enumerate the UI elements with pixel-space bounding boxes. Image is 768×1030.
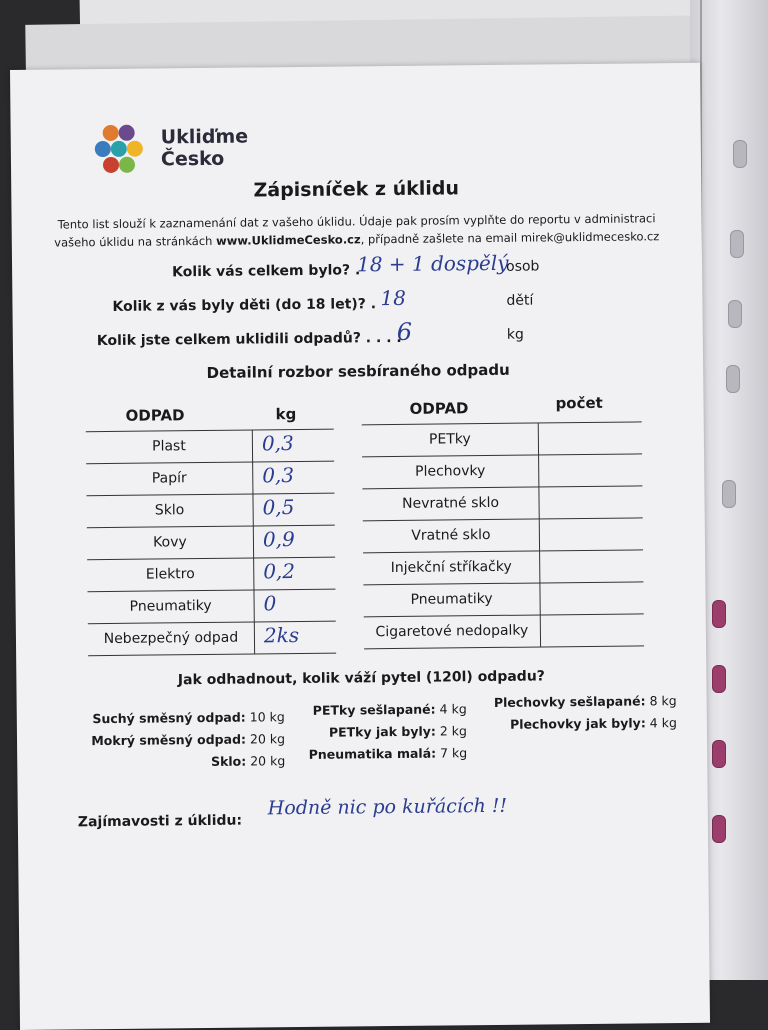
table-cell-name: Injekční stříkačky	[390, 558, 512, 577]
table-rule	[362, 421, 642, 425]
fun-facts-answer[interactable]: Hodně nic po kuřácích !!	[267, 794, 508, 820]
punch-hole	[712, 815, 726, 843]
table-cell-name: Plast	[152, 438, 186, 455]
intro-line-1: Tento list slouží k zaznamenání dat z vašeho úklidu. Údaje pak prosím vyplňte do reportu v administraci	[57, 211, 656, 232]
weight-row: PETky sešlapané: 4 kg	[312, 701, 467, 718]
question-children: Kolik z vás byly děti (do 18 let)? .	[112, 296, 377, 315]
weight-row: Sklo: 20 kg	[210, 753, 286, 769]
unit-children: dětí	[506, 292, 534, 309]
table-rule	[363, 517, 643, 521]
table-cell-name: Nebezpečný odpad	[103, 629, 239, 648]
unit-people: osob	[506, 258, 540, 275]
table-rule	[86, 461, 334, 465]
table-rule	[362, 453, 642, 457]
table-divider	[252, 429, 255, 653]
table-cell-value[interactable]: 0,3	[262, 463, 295, 488]
table-cell-value[interactable]: 2ks	[263, 623, 300, 648]
table-cell-name: Papír	[151, 470, 187, 487]
table-cell-value[interactable]: 0	[263, 591, 277, 616]
table-cell-name: Pneumatiky	[129, 597, 212, 615]
table-cell-name: Pneumatiky	[410, 590, 493, 608]
table-cell-value[interactable]: 0,2	[263, 559, 296, 584]
question-total-people: Kolik vás celkem bylo? .	[172, 262, 361, 281]
punch-hole	[728, 300, 742, 328]
website-link[interactable]: www.UklidmeCesko.cz	[215, 232, 361, 248]
page-title: Zápisníček z úklidu	[253, 177, 460, 202]
table-cell-name: Sklo	[154, 502, 185, 519]
weight-row: Plechovky jak byly: 4 kg	[510, 715, 677, 732]
intro-line-2: vašeho úklidu na stránkách www.UklidmeCesko.cz, případně zašlete na email mirek@uklidmecesko.cz	[54, 229, 660, 250]
punch-hole	[712, 600, 726, 628]
punch-hole	[712, 740, 726, 768]
left-table-header-kg: kg	[275, 405, 297, 424]
table-cell-name: PETky	[428, 431, 471, 448]
table-cell-value[interactable]: 0,3	[261, 431, 294, 456]
left-table-header-name: ODPAD	[125, 406, 185, 425]
weight-row: Suchý směsný odpad: 10 kg	[92, 709, 285, 727]
unit-kg: kg	[506, 326, 524, 343]
answer-total-people[interactable]: 18 + 1 dospělý	[356, 250, 509, 277]
table-rule	[363, 549, 643, 553]
table-cell-value[interactable]: 0,9	[262, 527, 295, 552]
table-rule	[364, 645, 644, 649]
logo-text	[161, 126, 249, 171]
table-cell-name: Nevratné sklo	[401, 494, 500, 512]
weight-row: Mokrý směsný odpad: 20 kg	[91, 731, 286, 749]
uklidme-cesko-logo	[91, 118, 156, 183]
detail-title: Detailní rozbor sesbíraného odpadu	[206, 360, 510, 382]
weights-title: Jak odhadnout, kolik váží pytel (120l) odpadu?	[177, 668, 545, 689]
table-cell-name: Vratné sklo	[411, 526, 491, 544]
table-rule	[86, 493, 334, 497]
table-rule	[88, 653, 336, 657]
table-cell-name: Elektro	[145, 566, 195, 583]
right-table-header-count: počet	[555, 393, 603, 413]
logo-line-2: Česko	[160, 147, 225, 171]
intro-text	[52, 209, 662, 251]
table-rule	[364, 613, 644, 617]
punch-hole	[722, 480, 736, 508]
question-total-waste: Kolik jste celkem uklidili odpadů? . . . .	[96, 329, 402, 350]
right-table-header-name: ODPAD	[409, 399, 469, 418]
table-cell-name: Plechovky	[415, 463, 486, 480]
weight-row: Pneumatika malá: 7 kg	[308, 745, 468, 762]
table-divider	[538, 422, 541, 646]
punch-hole	[712, 665, 726, 693]
weight-row: Plechovky sešlapané: 8 kg	[493, 693, 677, 710]
fun-facts-label: Zajímavosti z úklidu:	[77, 812, 243, 831]
table-cell-name: Cigaretové nedopalky	[375, 622, 529, 641]
table-rule	[87, 525, 335, 529]
answer-total-waste[interactable]: 6	[396, 317, 413, 346]
table-cell-name: Kovy	[153, 534, 187, 551]
punch-hole	[726, 365, 740, 393]
table-rule	[363, 581, 643, 585]
answer-children[interactable]: 18	[380, 285, 406, 311]
table-rule	[87, 589, 335, 593]
punch-hole	[733, 140, 747, 168]
form-sheet	[10, 63, 710, 1030]
table-rule	[86, 429, 334, 433]
table-cell-value[interactable]: 0,5	[262, 495, 295, 520]
weight-row: PETky jak byly: 2 kg	[328, 723, 468, 740]
table-rule	[362, 485, 642, 489]
logo-line-1: Ukliďme	[160, 125, 249, 149]
punch-hole	[730, 230, 744, 258]
table-rule	[87, 557, 335, 561]
